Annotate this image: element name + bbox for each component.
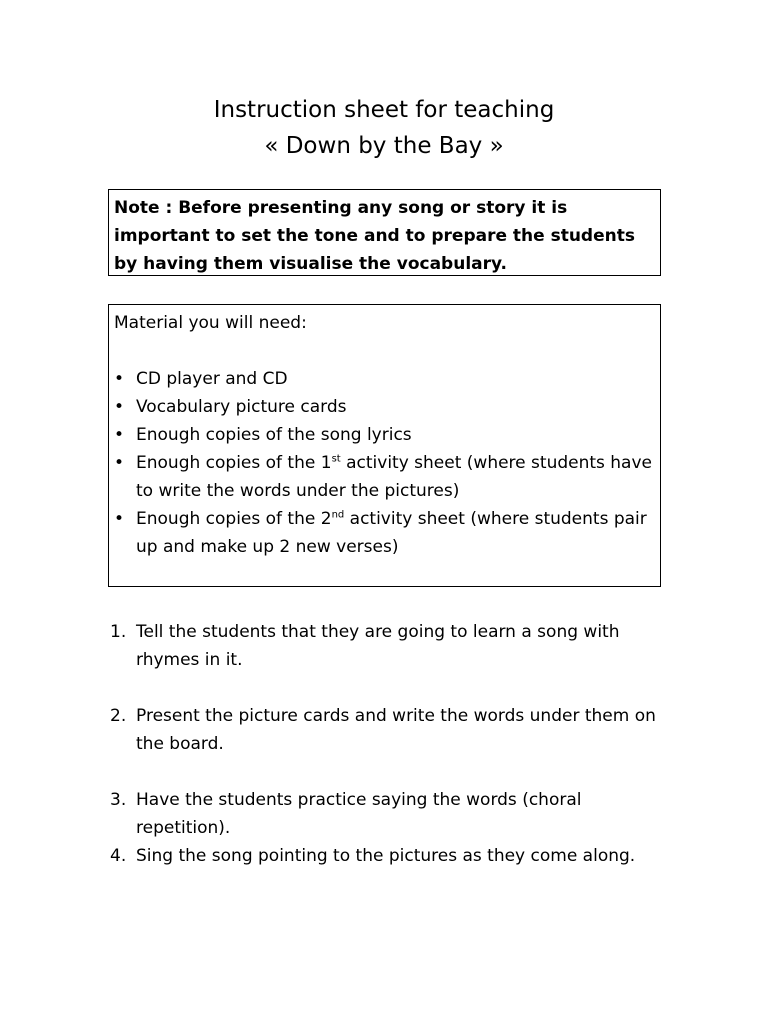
material-item: [114, 449, 655, 505]
page-title: [0, 92, 768, 164]
material-item: [114, 393, 655, 421]
step-item: [110, 618, 670, 674]
step-text: Have the students practice saying the words (choral repetition).: [136, 790, 582, 838]
step-text: Tell the students that they are going to learn a song with rhymes in it.: [136, 622, 620, 670]
material-item-text: Enough copies of the song lyrics: [136, 425, 412, 445]
material-item-text-post: activity sheet (where students have to write the words under the pictures): [136, 453, 652, 501]
ordinal-suffix: st: [331, 453, 341, 465]
bullet-icon: •: [114, 425, 125, 445]
bullet-icon: •: [114, 453, 125, 473]
material-item: [114, 421, 655, 449]
material-item-text-pre: Enough copies of the 2: [136, 509, 332, 529]
step-number: 4.: [110, 846, 127, 866]
material-box: [108, 304, 661, 587]
bullet-icon: •: [114, 509, 125, 529]
note-box: [108, 189, 661, 276]
step-item: [110, 842, 670, 870]
material-item-text: Vocabulary picture cards: [136, 397, 347, 417]
steps-list: [110, 618, 670, 870]
material-item-text-post: activity sheet (where students pair up and make up 2 new verses): [136, 509, 647, 557]
step-text: Present the picture cards and write the words under them on the board.: [136, 706, 656, 754]
material-intro: Material you will need:: [114, 313, 307, 333]
material-item: [114, 365, 655, 393]
material-item-text: CD player and CD: [136, 369, 288, 389]
step-item: [110, 786, 670, 842]
title-line-2: « Down by the Bay »: [264, 133, 504, 159]
bullet-icon: •: [114, 397, 125, 417]
material-list: [114, 365, 655, 561]
step-item: [110, 702, 670, 758]
step-number: 3.: [110, 790, 127, 810]
title-line-1: Instruction sheet for teaching: [213, 97, 555, 123]
bullet-icon: •: [114, 369, 125, 389]
step-number: 1.: [110, 622, 127, 642]
note-text: Note : Before presenting any song or story it is important to set the tone and to prepare the students by having them visualise the vocabulary.: [114, 198, 635, 274]
step-number: 2.: [110, 706, 127, 726]
material-item: [114, 505, 655, 561]
step-text: Sing the song pointing to the pictures as they come along.: [136, 846, 636, 866]
ordinal-suffix: nd: [331, 509, 345, 521]
material-item-text-pre: Enough copies of the 1: [136, 453, 332, 473]
